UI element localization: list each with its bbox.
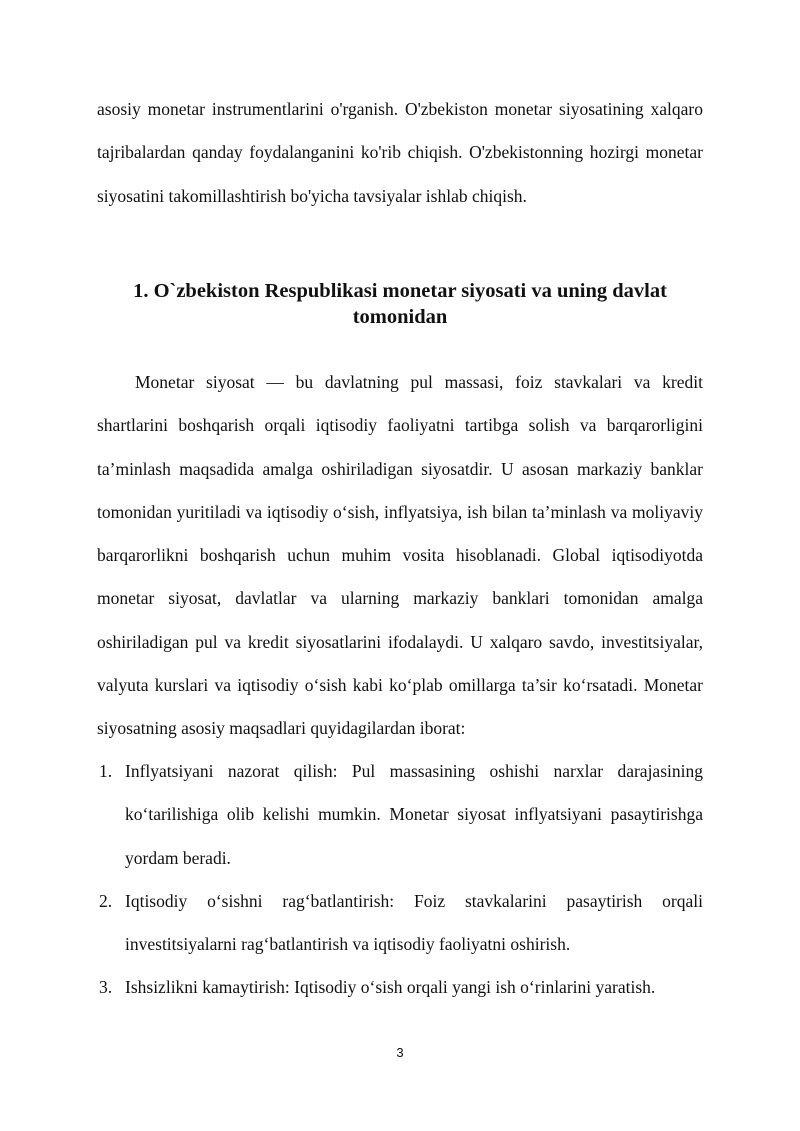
section-heading: 1. O`zbekiston Respublikasi monetar siyosati va uning davlat tomonidan — [133, 280, 667, 328]
goals-list — [97, 750, 703, 1010]
list-item-number: 3. — [99, 977, 113, 998]
list-item-number: 1. — [99, 761, 113, 781]
list-item — [97, 880, 703, 967]
list-item — [97, 966, 703, 1009]
list-item — [97, 750, 703, 880]
list-item-number: 2. — [99, 890, 113, 911]
intro-paragraph: asosiy monetar instrumentlarini o'rganish. O'zbekiston monetar siyosatining xalqaro tajribalardan qanday foydalanganini ko'rib chiqish. O'zbekistonning hozirgi monetar siyosatini takomillashtirish bo'yicha tavsiyalar ishlab chiqish. — [97, 99, 703, 206]
page-number: 3 — [396, 1045, 404, 1060]
list-item-text: Ishsizlikni kamaytirish: Iqtisodiy o‘sish orqali yangi ish o‘rinlarini yaratish. — [125, 977, 656, 998]
list-item-text: Iqtisodiy o‘sishni rag‘batlantirish: Foiz stavkalarini pasaytirish orqali investitsiyalarni rag‘batlantirish va iqtisodiy faoliyatni oshirish. — [125, 890, 703, 955]
body-paragraph: Monetar siyosat — bu davlatning pul massasi, foiz stavkalari va kredit shartlarini boshqarish orqali iqtisodiy faoliyatni tartibga solish va barqarorligini ta’minlash maqsadida amalga oshiriladigan siyosatdir. U asosan markaziy banklar tomonidan yuritiladi va iqtisodiy o‘sish, inflyatsiya, ish bilan ta’minlash va moliyaviy barqarorlikni boshqarish uchun muhim vosita hisoblanadi. Global iqtisodiyotda monetar siyosat, davlatlar va ularning markaziy banklari tomonidan amalga oshiriladigan pul va kredit siyosatlarini ifodalaydi. U xalqaro savdo, investitsiyalar, valyuta kurslari va iqtisodiy o‘sish kabi ko‘plab omillarga ta’sir ko‘rsatadi. Monetar siyosatning asosiy maqsadlari quyidagilardan iborat: — [97, 372, 703, 739]
list-item-text: Inflyatsiyani nazorat qilish: Pul massasining oshishi narxlar darajasining ko‘tarilishiga olib kelishi mumkin. Monetar siyosat inflyatsiyani pasaytirishga yordam beradi. — [125, 761, 703, 868]
